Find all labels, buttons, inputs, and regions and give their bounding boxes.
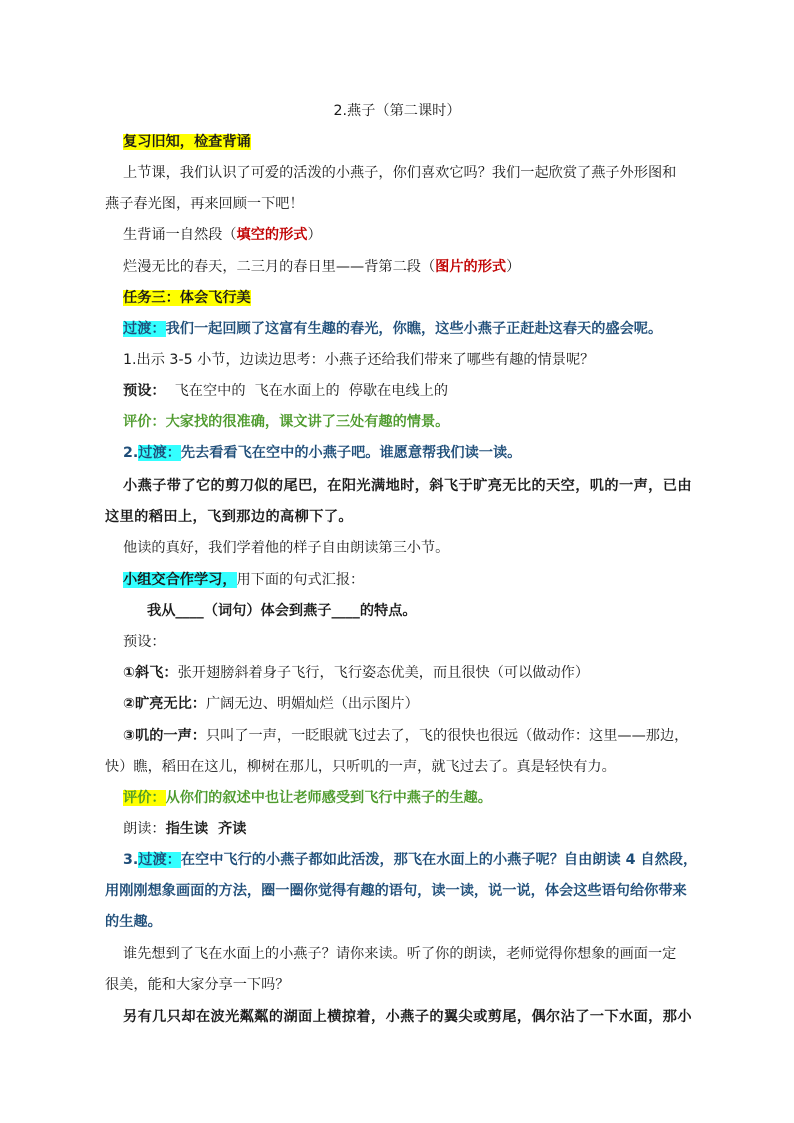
quote-1-line2: 这里的稻田上，飞到那边的高柳下了。 [105, 509, 353, 525]
transition-3-text: 在空中飞行的小燕子都如此活泼，那飞在水面上的小燕子呢？自由朗读 4 自然段， [180, 852, 698, 868]
transition-3 [123, 850, 697, 870]
section-heading-review-text: 复习旧知，检查背诵 [123, 134, 251, 150]
recite-first-form: 填空的形式 [236, 227, 308, 243]
evaluation-1-label: 评价： [123, 414, 166, 430]
transition-1-label: 过渡： [123, 321, 166, 337]
transition-2-number: 2. [123, 445, 139, 461]
transition-1-text: 我们一起回顾了这富有生趣的春光，你瞧，这些小燕子正赶赴这春天的盛会呢。 [165, 321, 663, 337]
paragraph-intro-line1: 上节课，我们认识了可爱的活泼的小燕子，你们喜欢它吗？我们一起欣赏了燕子外形图和 [123, 165, 677, 181]
preset-2: 预设： [123, 634, 166, 650]
preset-item-3 [123, 726, 688, 746]
evaluation-1-text: 大家找的很准确，课文讲了三处有趣的情景。 [165, 414, 450, 430]
group-study-label: 小组交合作学习， [123, 572, 237, 588]
paragraph-share-line2: 很美，能和大家分享一下吗？ [105, 977, 290, 993]
preset-1-label: 预设： [123, 383, 166, 399]
transition-3-number: 3. [123, 852, 139, 868]
page-title: 2.燕子（第二课时） [333, 103, 461, 119]
question-1: 1.出示 3-5 小节，边读边思考：小燕子还给我们带来了哪些有趣的情景呢？ [123, 352, 595, 368]
preset-1-text: 飞在空中的 飞在水面上的 停歇在电线上的 [165, 383, 449, 399]
quote-1-line1: 小燕子带了它的剪刀似的尾巴，在阳光满地时，斜飞于旷亮无比的天空，叽的一声，已由 [123, 478, 692, 494]
preset-item-2-text: 广阔无边、明媚灿烂（出示图片） [205, 696, 419, 712]
recite-first-text: 生背诵一自然段（ [123, 227, 237, 243]
paragraph-read-aloud: 他读的真好，我们学着他的样子自由朗读第三小节。 [123, 540, 450, 556]
transition-3-label: 过渡： [138, 852, 181, 868]
paragraph-share-line1: 谁先想到了飞在水面上的小燕子？请你来读。听了你的朗读，老师觉得你想象的画面一定 [123, 946, 677, 962]
read-aloud-modes [123, 819, 246, 839]
preset-item-3-label: ③叽的一声： [123, 728, 206, 744]
transition-3-line3: 的生趣。 [105, 914, 162, 930]
recite-second-end: ） [506, 259, 521, 275]
group-study [123, 570, 364, 590]
recite-first-end: ） [307, 227, 322, 243]
recite-second-form: 图片的形式 [435, 259, 507, 275]
preset-1 [123, 381, 448, 401]
recite-second-text: 烂漫无比的春天，二三月的春日里——背第二段（ [123, 259, 436, 275]
paragraph-recite-first [123, 225, 322, 245]
transition-3-line2: 用刚刚想象画面的方法，圈一圈你觉得有趣的语句，读一读，说一说，体会这些语句给你带来 [105, 883, 687, 899]
quote-2-line1: 另有几只却在波光粼粼的湖面上横掠着，小燕子的翼尖或剪尾，偶尔沾了一下水面，那小 [123, 1009, 692, 1025]
preset-item-1 [123, 663, 589, 683]
evaluation-2 [123, 788, 492, 808]
transition-2-text: 先去看看飞在空中的小燕子吧。谁愿意帮我们读一读。 [180, 445, 522, 461]
evaluation-1 [123, 412, 449, 432]
preset-item-2-label: ②旷亮无比： [123, 696, 206, 712]
section-heading-task3-text: 任务三：体会飞行美 [123, 290, 251, 306]
preset-item-1-label: ①斜飞： [123, 665, 178, 681]
section-heading-task3 [123, 288, 251, 308]
transition-1 [123, 319, 662, 339]
evaluation-2-label: 评价： [123, 790, 166, 806]
section-heading-review [123, 132, 251, 152]
paragraph-intro-line2: 燕子春光图，再来回顾一下吧！ [105, 196, 304, 212]
read-aloud-text: 指生读 齐读 [165, 821, 247, 837]
preset-item-3-line2: 快）瞧，稻田在这儿，柳树在那儿，只听叽的一声，就飞过去了。真是轻快有力。 [105, 759, 616, 775]
preset-item-2 [123, 694, 419, 714]
transition-2-label: 过渡： [138, 445, 181, 461]
preset-item-1-text: 张开翅膀斜着身子飞行，飞行姿态优美，而且很快（可以做动作） [177, 665, 590, 681]
read-aloud-label: 朗读： [123, 821, 166, 837]
transition-2 [123, 443, 521, 463]
group-study-text: 用下面的句式汇报： [236, 572, 365, 588]
sentence-pattern: 我从____（词句）体会到燕子____的特点。 [147, 603, 417, 619]
preset-item-3-text: 只叫了一声，一眨眼就飞过去了，飞的很快也很远（做动作：这里——那边， [205, 728, 689, 744]
evaluation-2-text: 从你们的叙述中也让老师感受到飞行中燕子的生趣。 [165, 790, 492, 806]
paragraph-recite-second [123, 257, 520, 277]
